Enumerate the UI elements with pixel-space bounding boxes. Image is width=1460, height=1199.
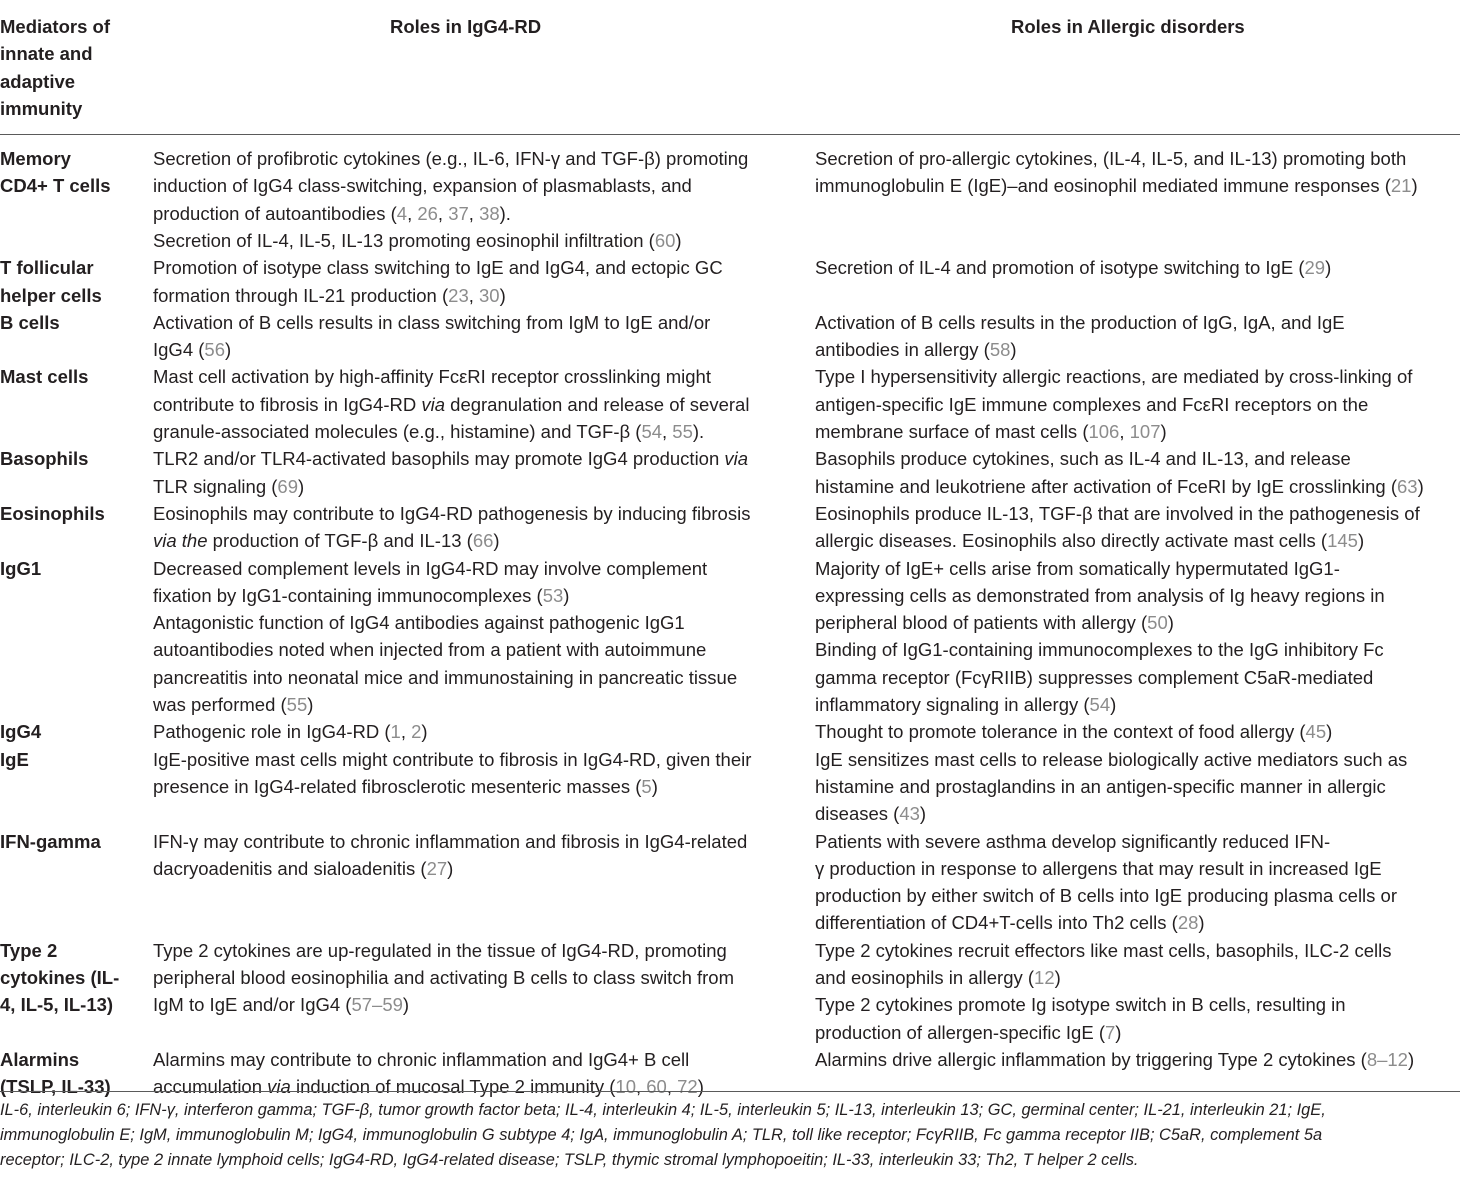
text-segment: expressing cells as demonstrated from analysis of Ig heavy regions in (815, 584, 1385, 606)
igg4rd-role-line (153, 937, 727, 964)
mediator-name-line: Mast cells (0, 366, 89, 388)
text-segment: pancreatitis into neonatal mice and immunostaining in pancreatic tissue (153, 666, 738, 688)
reference-number: 45 (1305, 721, 1327, 743)
text-segment: ) (1110, 694, 1117, 715)
text-segment: Secretion of profibrotic cytokines (e.g., IL-6, IFN-γ and TGF-β) promoting (153, 148, 749, 169)
text-segment: ) (499, 284, 506, 306)
allergic-role-line (815, 964, 1061, 991)
text-segment: Mast cell activation by high-affinity FcεRI receptor crosslinking might (153, 366, 711, 388)
reference-number: 37 (448, 202, 469, 224)
text-segment: induction of IgG4 class-switching, expansion of plasmablasts, and (153, 175, 692, 197)
igg4rd-role-line (153, 964, 734, 991)
text-segment: IgM to IgE and/or IgG4 ( (153, 994, 352, 1016)
text-segment: , (437, 202, 449, 224)
text-segment: Patients with severe asthma develop significantly reduced IFN- (815, 830, 1331, 852)
text-segment: antibodies in allergy ( (815, 339, 990, 361)
text-segment: ) (298, 475, 305, 497)
igg4rd-role-line (153, 445, 748, 472)
allergic-role-line (815, 473, 1424, 500)
text-segment: Activation of B cells results in the production of IgG, IgA, and IgE (815, 311, 1345, 333)
text-segment: formation through IL-21 production ( (153, 284, 449, 306)
allergic-role-line (815, 391, 1368, 418)
text-segment: Type 2 cytokines recruit effectors like mast cells, basophils, ILC-2 cells (815, 939, 1392, 961)
text-segment: gamma receptor (FcγRIIB) suppresses complement C5aR-mediated (815, 666, 1374, 688)
text-segment: Secretion of IL-4 and promotion of isotype switching to IgE ( (815, 257, 1305, 279)
text-segment: Secretion of IL-4, IL-5, IL-13 promoting eosinophil infiltration ( (153, 229, 655, 251)
reference-number: 69 (277, 475, 298, 497)
text-segment: , (662, 421, 673, 442)
text-segment: γ production in response to allergens that may result in increased IgE (815, 857, 1382, 879)
allergic-role-line (815, 718, 1332, 745)
text-segment: autoantibodies noted when injected from a patient with autoimmune (153, 639, 707, 661)
igg4rd-role-line (153, 145, 748, 172)
igg4rd-role-line (153, 555, 707, 582)
text-segment: inflammatory signaling in allergy ( (815, 694, 1090, 715)
text-segment: peripheral blood of patients with allergy ( (815, 612, 1148, 634)
text-segment: ) (1407, 1048, 1415, 1070)
igg4rd-role-line (153, 527, 500, 554)
reference-number: 53 (542, 584, 564, 606)
text-segment: , (468, 202, 480, 224)
allergic-role-line (815, 828, 1330, 855)
header-roles-allergic: Roles in Allergic disorders (1011, 16, 1245, 37)
text-segment: Activation of B cells results in class switching from IgM to IgE and/or (153, 311, 711, 333)
text-segment: via the (153, 530, 208, 552)
text-segment: accumulation (153, 1076, 268, 1098)
text-segment: ) (1198, 912, 1205, 934)
reference-number: 12 (1034, 967, 1055, 988)
text-segment: IgE-positive mast cells might contribute to fibrosis in IgG4-RD, given their (153, 748, 752, 770)
igg4rd-role-line (153, 718, 428, 745)
mediator-name-line: Type 2 (0, 939, 58, 961)
reference-number: 60 (646, 1076, 667, 1098)
reference-number: 58 (989, 339, 1011, 361)
reference-number: 29 (1304, 257, 1326, 279)
text-segment: ) (1417, 475, 1424, 497)
text-segment: histamine and prostaglandins in an antigen-specific manner in allergic (815, 775, 1386, 797)
reference-number: 54 (1089, 694, 1111, 715)
text-segment: ) (402, 994, 410, 1016)
allergic-role-line (815, 800, 926, 827)
header-rule (0, 134, 1460, 135)
mediator-name-line: cytokines (IL- (0, 967, 120, 988)
text-segment: , (400, 721, 412, 743)
igg4rd-role-line (153, 336, 231, 363)
text-segment: production by either switch of B cells into IgE producing plasma cells or (815, 885, 1398, 907)
allergic-role-line (815, 363, 1412, 390)
text-segment: ) (421, 721, 428, 743)
text-segment: production of TGF-β and IL-13 ( (207, 530, 473, 552)
reference-number: 60 (654, 229, 676, 251)
igg4rd-role-line (153, 773, 658, 800)
mediator-name-line: Memory (0, 148, 71, 169)
allergic-role-line (815, 609, 1174, 636)
text-segment: Type I hypersensitivity allergic reactions, are mediated by cross-linking of (815, 366, 1413, 388)
text-segment: ) (225, 339, 232, 361)
igg4rd-role-line (153, 1046, 689, 1073)
igg4rd-role-line (153, 1073, 704, 1100)
reference-number: 56 (204, 339, 225, 361)
text-segment: Type 2 cytokines promote Ig isotype switch in B cells, resulting in (815, 994, 1346, 1016)
reference-number: 145 (1327, 530, 1358, 552)
text-segment: IgG4 ( (153, 339, 205, 361)
reference-number: 50 (1147, 612, 1168, 634)
allergic-role-line (815, 1019, 1121, 1046)
text-segment: membrane surface of mast cells ( (815, 421, 1089, 442)
text-segment: Basophils produce cytokines, such as IL-4 and IL-13, and release (815, 448, 1351, 470)
text-segment: Thought to promote tolerance in the context of food allergy ( (815, 721, 1306, 743)
igg4rd-role-line (153, 391, 749, 418)
igg4rd-role-line (153, 172, 692, 199)
text-segment: ) (1325, 257, 1332, 279)
text-segment: TLR2 and/or TLR4-activated basophils may promote IgG4 production (153, 448, 725, 470)
text-segment: via (724, 448, 749, 470)
allergic-role-line (815, 527, 1364, 554)
text-segment: Alarmins drive allergic inflammation by triggering Type 2 cytokines ( (815, 1048, 1367, 1070)
text-segment: and eosinophils in allergy ( (815, 967, 1035, 988)
text-segment: ) (1411, 175, 1418, 197)
igg4rd-role-line (153, 282, 506, 309)
reference-number: 10 (615, 1076, 636, 1098)
allergic-role-line (815, 1046, 1414, 1073)
reference-number: 4 (396, 202, 408, 224)
allergic-role-line (815, 855, 1382, 882)
text-segment: histamine and leukotriene after activation of FceRI by IgE crosslinking ( (815, 475, 1398, 497)
allergic-role-line (815, 254, 1331, 281)
reference-number: 1 (390, 721, 401, 743)
reference-number: 38 (479, 202, 500, 224)
allergic-role-line (815, 773, 1386, 800)
text-segment: ) (651, 775, 658, 797)
text-segment: , (407, 202, 418, 224)
text-segment: diseases ( (815, 803, 900, 825)
text-segment: Decreased complement levels in IgG4-RD may involve complement (153, 557, 708, 579)
igg4rd-role-line (153, 363, 711, 390)
text-segment: via (421, 393, 446, 415)
footnote-line: IL-6, interleukin 6; IFN-γ, interferon gamma; TGF-β, tumor growth factor beta; IL-4, interleukin 4; IL-5, interleukin 5; IL-13, interleukin 13; GC, germinal center; IL-21, interleukin 21; IgE, (0, 1101, 1326, 1119)
text-segment: Eosinophils may contribute to IgG4-RD pathogenesis by inducing fibrosis (153, 502, 751, 524)
footnote-line: immunoglobulin E; IgM, immunoglobulin M; IgG4, immunoglobulin G subtype 4; IgA, immunoglobulin A; TLR, toll like receptor; FcγRIIB, Fc gamma receptor IIB; C5aR, complement 5a (0, 1126, 1323, 1144)
igg4rd-role-line (153, 500, 750, 527)
text-segment: ) (447, 857, 454, 879)
text-segment: ) (1160, 421, 1167, 442)
reference-number: 63 (1397, 475, 1418, 497)
mediator-name-line: IgG1 (0, 557, 42, 579)
allergic-role-line (815, 418, 1167, 445)
mediator-name-line: B cells (0, 311, 60, 333)
allergic-role-line (815, 664, 1373, 691)
allergic-role-line (815, 691, 1116, 718)
reference-number: 66 (472, 530, 494, 552)
text-segment: presence in IgG4-related fibrosclerotic mesenteric masses ( (153, 775, 642, 797)
igg4rd-role-line (153, 991, 409, 1018)
text-segment: Binding of IgG1-containing immunocomplexes to the IgG inhibitory Fc (815, 639, 1384, 661)
text-segment: was performed ( (153, 694, 287, 715)
allergic-role-line (815, 636, 1384, 663)
reference-number: 28 (1177, 912, 1199, 934)
text-segment: Antagonistic function of IgG4 antibodies against pathogenic IgG1 (153, 612, 685, 634)
allergic-role-line (815, 309, 1345, 336)
text-segment: IFN-γ may contribute to chronic inflammation and fibrosis in IgG4-related (153, 830, 748, 852)
reference-number: 54 (641, 421, 663, 442)
igg4rd-role-line (153, 200, 511, 227)
igg4rd-role-line (153, 828, 747, 855)
text-segment: immunoglobulin E (IgE)–and eosinophil mediated immune responses ( (815, 175, 1391, 197)
text-segment: , (468, 284, 480, 306)
text-segment: ) (493, 530, 500, 552)
allergic-role-line (815, 445, 1351, 472)
igg4rd-role-line (153, 473, 304, 500)
reference-number: 2 (411, 721, 422, 743)
mediator-name-line: IgE (0, 748, 29, 770)
text-segment: ) (1054, 967, 1061, 988)
mediator-name-line: T follicular (0, 257, 94, 279)
text-segment: , (1119, 421, 1130, 442)
text-segment: ) (697, 1076, 704, 1098)
text-segment: ) (1115, 1021, 1122, 1043)
allergic-role-line (815, 500, 1420, 527)
mediator-name-line: 4, IL-5, IL-13) (0, 994, 114, 1016)
text-segment: production of autoantibodies ( (153, 202, 397, 224)
mediator-name-line: IFN-gamma (0, 830, 101, 852)
igg4rd-role-line (153, 609, 685, 636)
reference-number: 23 (448, 284, 469, 306)
reference-number: 43 (899, 803, 920, 825)
text-segment: granule-associated molecules (e.g., histamine) and TGF-β ( (153, 421, 642, 442)
allergic-role-line (815, 582, 1385, 609)
footnote-line: receptor; ILC-2, type 2 innate lymphoid cells; IgG4-RD, IgG4-related disease; TSLP, thymic stromal lymphopoeitin; IL-33, interleukin 33; Th2, T helper 2 cells. (0, 1151, 1139, 1169)
igg4rd-role-line (153, 855, 453, 882)
igg4rd-role-line (153, 582, 569, 609)
reference-number: 5 (641, 775, 652, 797)
allergic-role-line (815, 555, 1340, 582)
reference-number: 7 (1104, 1021, 1116, 1043)
text-segment: Majority of IgE+ cells arise from somatically hypermutated IgG1- (815, 557, 1340, 579)
reference-number: 106 (1088, 421, 1120, 442)
text-segment: Alarmins may contribute to chronic inflammation and IgG4+ B cell (153, 1048, 690, 1070)
text-segment: ) (563, 584, 570, 606)
text-segment: ) (307, 694, 314, 715)
text-segment: dacryoadenitis and sialoadenitis ( (153, 857, 427, 879)
mediator-name-line: (TSLP, IL-33) (0, 1076, 111, 1098)
text-segment: Type 2 cytokines are up-regulated in the tissue of IgG4-RD, promoting (153, 939, 727, 961)
header-roles-igg4rd: Roles in IgG4-RD (390, 16, 542, 37)
igg4rd-role-line (153, 227, 682, 254)
text-segment: degranulation and release of several (445, 393, 750, 415)
text-segment: ) (919, 803, 927, 825)
reference-number: 55 (286, 694, 308, 715)
reference-number: 27 (426, 857, 448, 879)
mediator-name-line: Basophils (0, 448, 89, 470)
text-segment: ) (675, 229, 682, 251)
text-segment: ) (1357, 530, 1365, 552)
text-segment: via (267, 1076, 291, 1098)
mediator-name-line: CD4+ T cells (0, 175, 111, 197)
text-segment: Promotion of isotype class switching to IgE and IgG4, and ectopic GC (153, 257, 723, 279)
reference-number: 107 (1129, 421, 1161, 442)
igg4rd-role-line (153, 664, 737, 691)
text-segment: , (666, 1076, 678, 1098)
text-segment: antigen-specific IgE immune complexes and FcεRI receptors on the (815, 393, 1369, 415)
reference-number: 21 (1390, 175, 1412, 197)
text-segment: ) (1010, 339, 1017, 361)
text-segment: Eosinophils produce IL-13, TGF-β that are involved in the pathogenesis of (815, 502, 1420, 524)
text-segment: allergic diseases. Eosinophils also directly activate mast cells ( (815, 530, 1328, 552)
text-segment: , (635, 1076, 647, 1098)
reference-number: 26 (417, 202, 438, 224)
footer-rule (0, 1091, 1460, 1092)
reference-number: 30 (479, 284, 500, 306)
text-segment: peripheral blood eosinophilia and activating B cells to class switch from (153, 967, 734, 988)
allergic-role-line (815, 336, 1017, 363)
allergic-role-line (815, 145, 1406, 172)
text-segment: IgE sensitizes mast cells to release biologically active mediators such as (815, 748, 1408, 770)
mediator-name-line: Eosinophils (0, 502, 105, 524)
allergic-role-line (815, 882, 1397, 909)
text-segment: production of allergen-specific IgE ( (815, 1021, 1105, 1043)
text-segment: fixation by IgG1-containing immunocomplexes ( (153, 584, 543, 606)
allergic-role-line (815, 937, 1391, 964)
text-segment: Pathogenic role in IgG4-RD ( (153, 721, 391, 743)
text-segment: ). (499, 202, 511, 224)
igg4rd-role-line (153, 309, 710, 336)
header-mediators: Mediators of innate and adaptive immunity (0, 16, 110, 119)
text-segment: ). (692, 421, 705, 442)
text-segment: TLR signaling ( (153, 475, 278, 497)
reference-number: 8–12 (1366, 1048, 1408, 1070)
text-segment: induction of mucosal Type 2 immunity ( (290, 1076, 616, 1098)
allergic-role-line (815, 172, 1418, 199)
text-segment: Secretion of pro-allergic cytokines, (IL-4, IL-5, and IL-13) promoting both (815, 148, 1407, 169)
reference-number: 57–59 (351, 994, 403, 1016)
text-segment: differentiation of CD4+T-cells into Th2 cells ( (815, 912, 1178, 934)
allergic-role-line (815, 746, 1407, 773)
igg4rd-role-line (153, 691, 313, 718)
mediator-name-line: IgG4 (0, 721, 42, 743)
igg4rd-role-line (153, 746, 751, 773)
igg4rd-role-line (153, 254, 723, 281)
igg4rd-role-line (153, 418, 704, 445)
mediator-name-line: helper cells (0, 284, 102, 306)
text-segment: ) (1326, 721, 1333, 743)
allergic-role-line (815, 991, 1346, 1018)
mediator-name-line: Alarmins (0, 1048, 80, 1070)
text-segment: contribute to fibrosis in IgG4-RD (153, 393, 422, 415)
allergic-role-line (815, 909, 1205, 936)
text-segment: ) (1167, 612, 1174, 634)
reference-number: 72 (677, 1076, 698, 1098)
igg4rd-role-line (153, 636, 706, 663)
reference-number: 55 (672, 421, 693, 442)
